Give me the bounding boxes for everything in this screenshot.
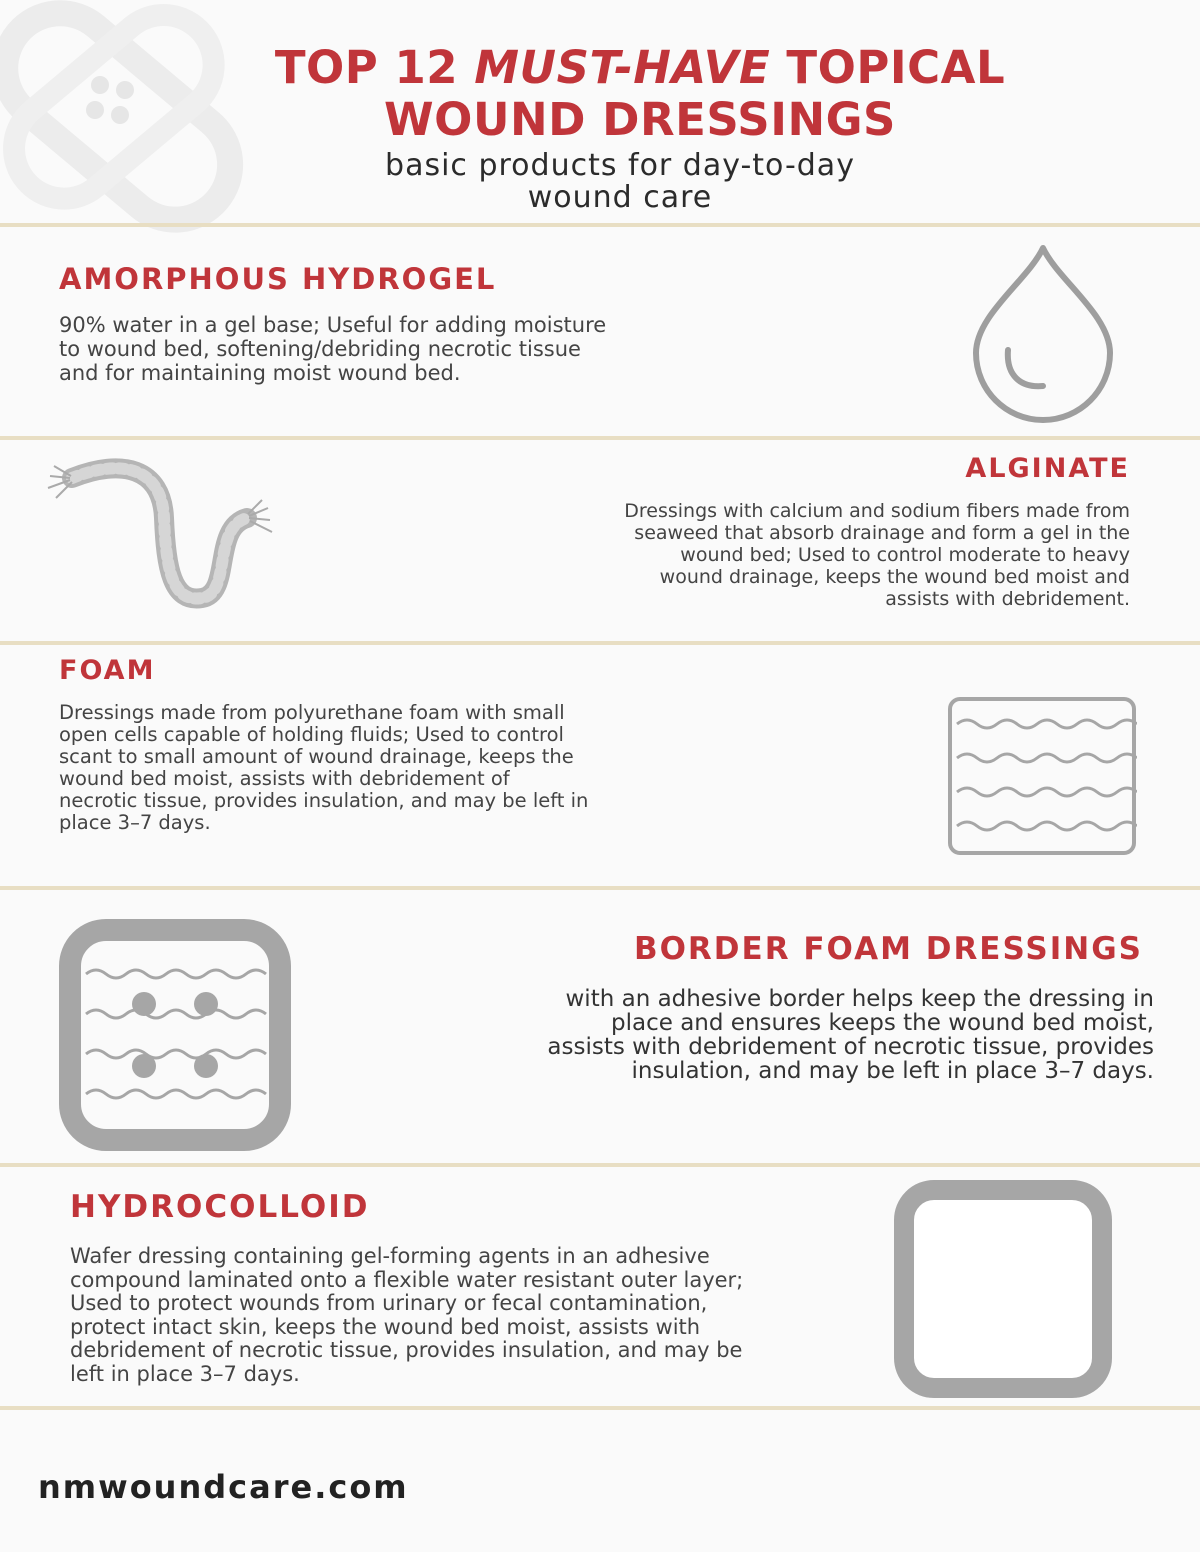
- border-foam-icon: [58, 918, 292, 1152]
- section-title: FOAM: [59, 655, 156, 686]
- section-body: Wafer dressing containing gel-forming agents in an adhesive compound laminated onto a flexible water resistant outer layer; Used to protect wounds from urinary or fecal contamination, protect intact skin, keeps the wound bed moist, assists with debridement of necrotic tissue, provides insulation, and may be left in place 3–7 days.: [70, 1244, 744, 1386]
- section-divider: [0, 436, 1200, 440]
- section-divider: [0, 886, 1200, 890]
- section-divider: [0, 223, 1200, 227]
- hydrocolloid-wafer-icon: [892, 1178, 1114, 1400]
- section-title: BORDER FOAM DRESSINGS: [633, 931, 1143, 967]
- water-drop-icon: [968, 240, 1118, 430]
- section-body: with an adhesive border helps keep the dressing in place and ensures keeps the wound bed moist, assists with debridement of necrotic tissue, provides insulation, and may be left in place 3–7 days.: [547, 986, 1154, 1084]
- section-body: Dressings with calcium and sodium fibers made from seaweed that absorb drainage and form a gel in the wound bed; Used to control moderate to heavy wound drainage, keeps the wound bed moist and assists with debridement.: [624, 500, 1130, 610]
- foam-pad-icon: [947, 696, 1137, 856]
- title-part2: TOPICAL WOUND DRESSINGS: [384, 41, 1006, 146]
- footer-website: nmwoundcare.com: [38, 1468, 409, 1506]
- rope-icon: [42, 458, 282, 618]
- title-emphasis: MUST-HAVE: [474, 41, 771, 94]
- header: [0, 0, 1200, 226]
- section-divider: [0, 1163, 1200, 1167]
- section-divider: [0, 1406, 1200, 1410]
- section-title: AMORPHOUS HYDROGEL: [59, 262, 497, 296]
- title-part1: TOP 12: [274, 41, 475, 94]
- section-title: ALGINATE: [965, 453, 1130, 484]
- section-title: HYDROCOLLOID: [70, 1189, 370, 1225]
- page-subtitle: basic products for day-to-day wound care: [385, 148, 855, 215]
- page-title: [200, 42, 1080, 146]
- section-body: Dressings made from polyurethane foam with small open cells capable of holding fluids; Used to control scant to small amount of wound drainage, keeps the wound bed moist, assists with debridement of necrotic tissue, provides insulation, and may be left in place 3–7 days.: [59, 701, 589, 834]
- section-divider: [0, 641, 1200, 645]
- section-body: 90% water in a gel base; Useful for adding moisture to wound bed, softening/debriding necrotic tissue and for maintaining moist wound bed.: [59, 313, 607, 385]
